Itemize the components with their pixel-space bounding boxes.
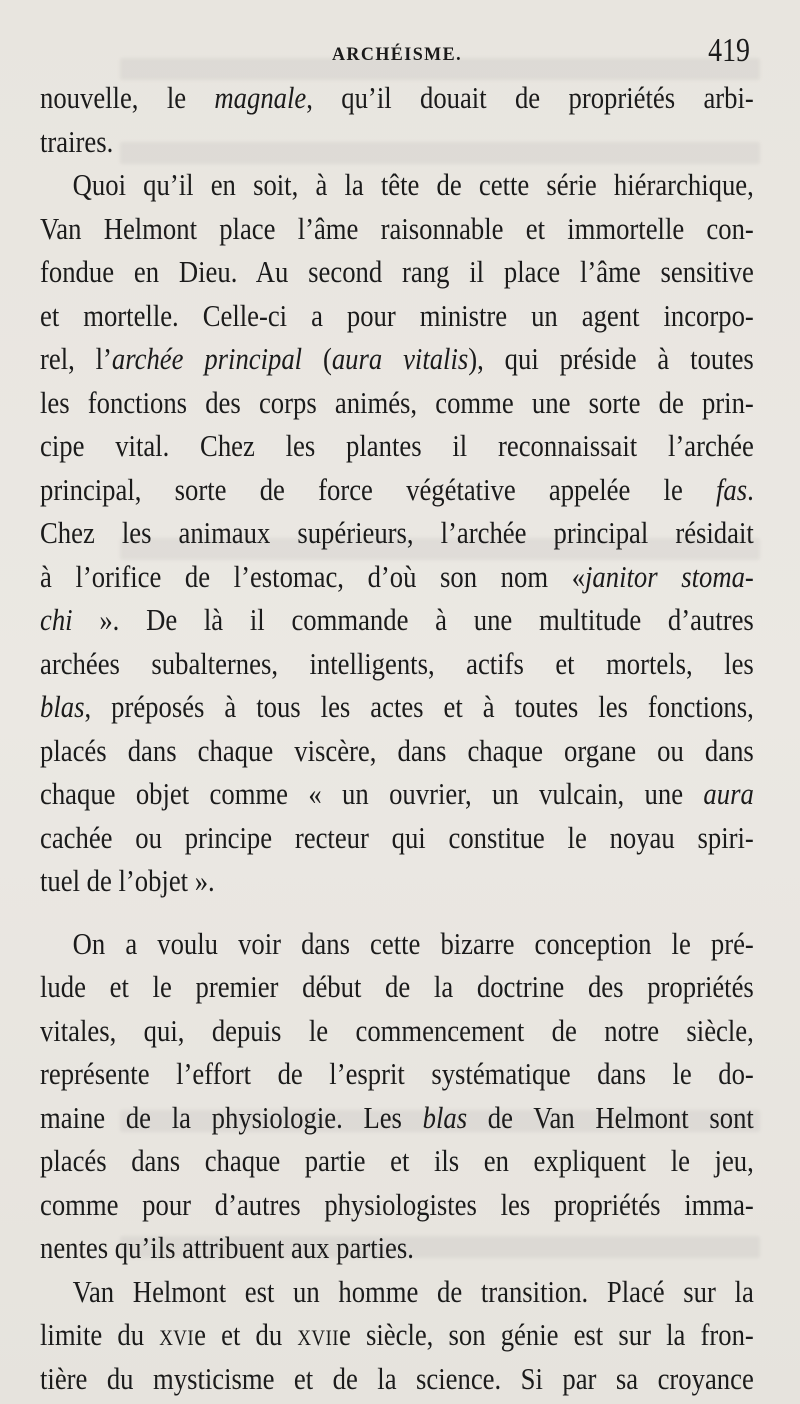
paragraph: [40, 76, 754, 163]
text-line: [40, 642, 754, 686]
text-line: [40, 816, 754, 860]
text-line: [40, 598, 754, 642]
text-run: e et du: [194, 1317, 298, 1352]
text-run: vitales, qui, depuis le commencement de notre siècle,: [40, 1012, 754, 1048]
text-line: [40, 381, 754, 425]
paragraph: [40, 1270, 754, 1401]
text-line: [40, 965, 754, 1009]
text-line: [40, 468, 754, 512]
text-line: [40, 337, 754, 381]
text-line: [40, 511, 754, 555]
text-run: comme pour d’autres physiologistes les propriétés imma-: [40, 1186, 754, 1222]
paragraph-gap: [40, 903, 754, 922]
text-line: [40, 555, 754, 599]
text-line: [40, 1357, 754, 1401]
italic-term: blas: [40, 689, 85, 724]
text-run: , préposés à tous les actes et à toutes les fonctions,: [84, 689, 754, 724]
text-line: [40, 685, 754, 729]
text-line: [40, 120, 754, 164]
text-run: cachée ou principe recteur qui constitue le noyau spiri-: [40, 819, 754, 855]
text-run: Van Helmont est un homme de transition. Placé sur la: [72, 1273, 754, 1309]
page-number: 419: [708, 32, 750, 69]
text-run: nouvelle, le: [40, 80, 215, 115]
text-line: [40, 729, 754, 773]
roman-numeral: XVI: [159, 1325, 195, 1350]
text-run: lude et le premier début de la doctrine des propriétés: [40, 969, 754, 1004]
running-title: ARCHÉISME.: [331, 44, 463, 65]
italic-term: aura vitalis: [331, 341, 469, 376]
text-run: à l’orifice de l’estomac, d’où son nom «: [40, 558, 586, 594]
text-line: [40, 1096, 754, 1140]
roman-numeral: XVII: [297, 1325, 339, 1350]
text-run: limite du: [40, 1317, 160, 1352]
italic-term: magnale: [214, 80, 307, 115]
text-run: archées subalternes, intelligents, actifs et mortels, les: [40, 645, 754, 681]
text-run: maine de la physiologie. Les: [40, 1099, 423, 1135]
text-run: tière du mysticisme et de la science. Si par sa croyance: [40, 1360, 754, 1396]
text-line: [40, 1009, 754, 1053]
text-run: nentes qu’ils attribuent aux parties.: [40, 1230, 414, 1265]
text-run: On a voulu voir dans cette bizarre conception le pré-: [72, 925, 754, 961]
text-run: fondue en Dieu. Au second rang il place l’âme sensitive: [40, 254, 754, 289]
page-header: [40, 30, 754, 74]
text-run: et mortelle. Celle-ci a pour ministre un agent incorpo-: [40, 297, 754, 333]
text-line: [40, 1183, 754, 1227]
text-line: [40, 859, 754, 903]
text-run: .: [747, 471, 754, 507]
text-run: e siècle, son génie est sur la fron-: [338, 1317, 754, 1352]
text-line: [40, 163, 754, 207]
paragraph: [40, 163, 754, 903]
text-line: [40, 922, 754, 966]
text-run: , qu’il douait de propriétés arbi-: [306, 80, 754, 115]
text-run: rel, l’: [40, 341, 112, 376]
italic-term: fas: [716, 471, 748, 507]
text-line: [40, 1270, 754, 1314]
text-run: représente l’effort de l’esprit systématique dans le do-: [40, 1056, 754, 1091]
text-line: [40, 1052, 754, 1096]
paragraph: [40, 922, 754, 1270]
body-text: [40, 76, 754, 1400]
text-run: Chez les animaux supérieurs, l’archée principal résidait: [40, 515, 754, 550]
text-line: [40, 424, 754, 468]
text-run: Van Helmont place l’âme raisonnable et immortelle con-: [40, 210, 754, 246]
text-run: de Van Helmont sont: [467, 1099, 754, 1135]
text-line: [40, 1226, 754, 1270]
italic-term: aura: [703, 776, 754, 811]
text-line: [40, 76, 754, 120]
text-run: (: [302, 341, 332, 376]
italic-term: archée principal: [111, 341, 303, 376]
text-line: [40, 1139, 754, 1183]
italic-term: blas: [422, 1099, 468, 1135]
text-run: traires.: [40, 123, 114, 159]
text-run: placés dans chaque partie et ils en expliquent le jeu,: [40, 1143, 754, 1178]
text-line: [40, 294, 754, 338]
text-run: principal, sorte de force végétative appelée le: [40, 471, 717, 507]
text-run: tuel de l’objet ».: [40, 863, 215, 898]
text-run: ». De là il commande à une multitude d’autres: [72, 602, 754, 637]
text-run: placés dans chaque viscère, dans chaque organe ou dans: [40, 732, 754, 768]
text-run: les fonctions des corps animés, comme une sorte de prin-: [40, 384, 754, 420]
text-run: cipe vital. Chez les plantes il reconnaissait l’archée: [40, 428, 754, 463]
text-run: chaque objet comme « un ouvrier, un vulcain, une: [40, 776, 704, 811]
italic-term: chi: [40, 602, 73, 637]
text-run: ), qui préside à toutes: [468, 341, 754, 376]
text-line: [40, 772, 754, 816]
italic-term: janitor stoma-: [585, 558, 754, 594]
text-line: [40, 207, 754, 251]
text-line: [40, 250, 754, 294]
text-run: Quoi qu’il en soit, à la tête de cette série hiérarchique,: [72, 167, 754, 202]
text-line: [40, 1313, 754, 1357]
